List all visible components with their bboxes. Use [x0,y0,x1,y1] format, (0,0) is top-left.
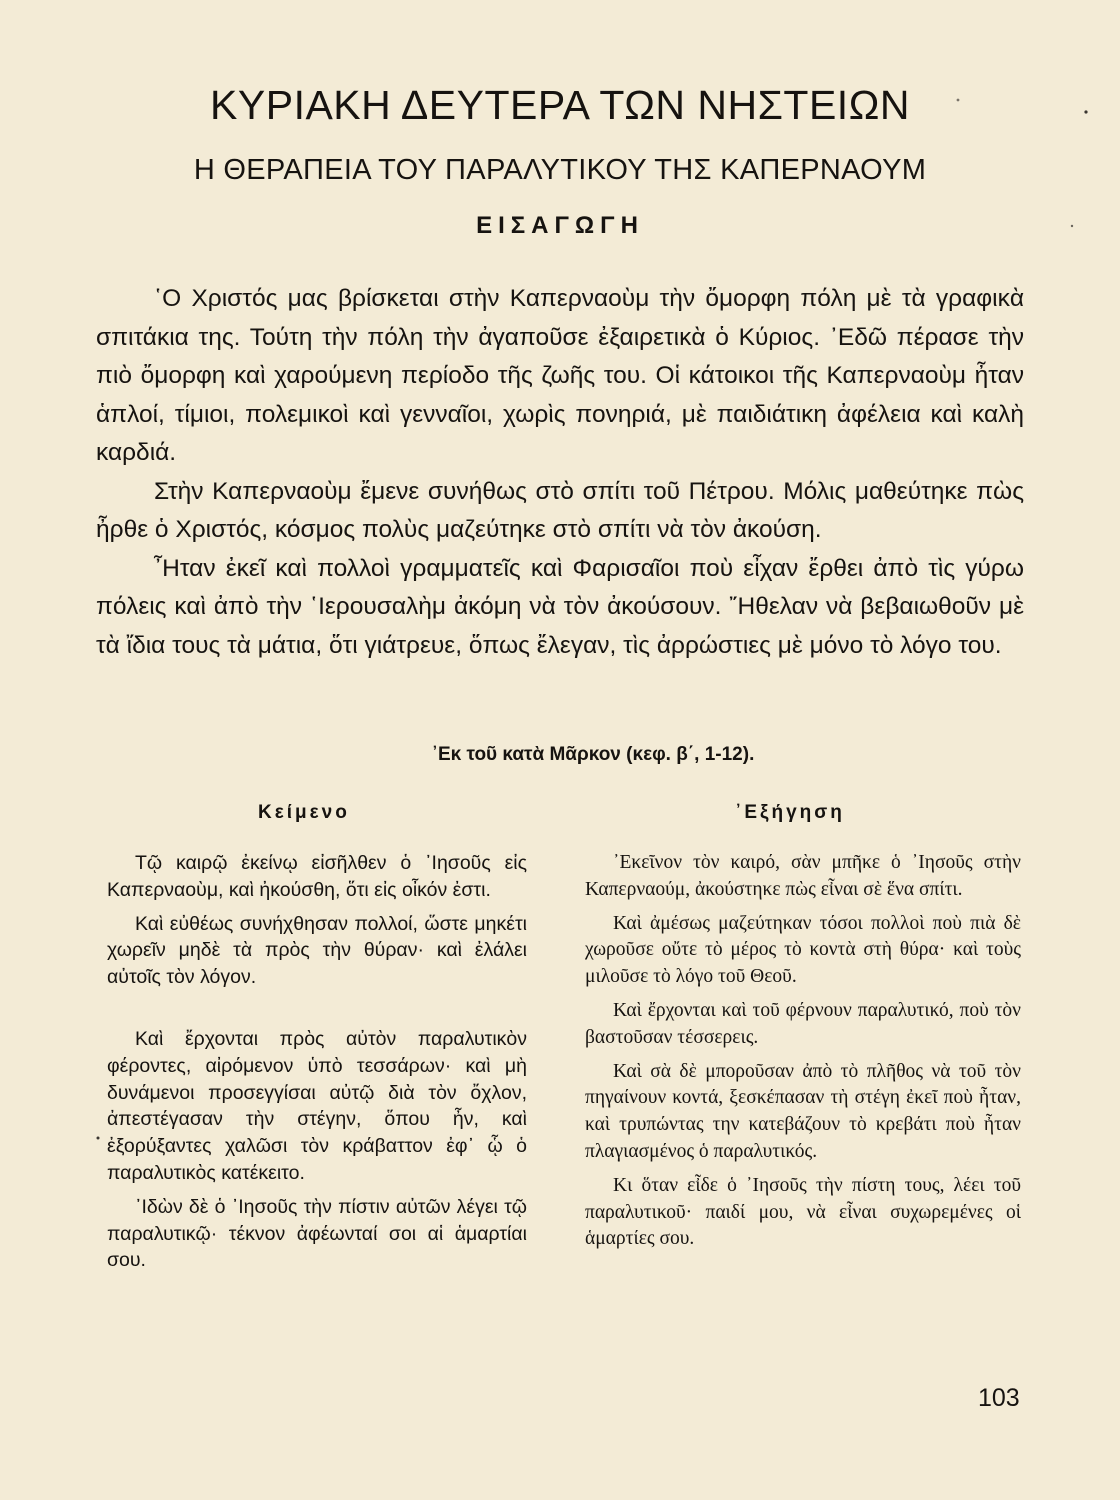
intro-paragraph: ῾Ο Χριστός μας βρίσκεται στὴν Καπερναοὺμ τὴν ὄμορφη πόλη μὲ τὰ γραφικὰ σπιτάκια της. Τούτη τὴν πόλη τὴν ἀγαποῦσε ἐξαιρετικὰ ὁ Κύριος. ᾿Εδῶ πέρασε τὴν πιὸ ὄμορφη καὶ χαρούμενη περίοδο τῆς ζωῆς του. Οἱ κάτοικοι τῆς Καπερναοὺμ ἦταν ἁπλοί, τίμιοι, πολεμικοὶ καὶ γενναῖοι, χωρὶς πονηριά, μὲ παιδιάτικη ἀφέλεια καὶ καλὴ καρδιά. [96,285,1024,466]
page-subtitle: Η ΘΕΡΑΠΕΙΑ ΤΟΥ ΠΑΡΑΛΥΤΙΚΟΥ ΤΗΣ ΚΑΠΕΡΝΑΟΥΜ [193,154,927,186]
explanation-paragraph: Καὶ ἀμέσως μαζεύτηκαν τόσοι πολλοὶ ποὺ πιὰ δὲ χωροῦσε οὔτε τὸ μέρος τὸ κοντὰ στὴ θύρα· καὶ τοὺς μιλοῦσε τὸ λόγο τοῦ Θεοῦ. [585,912,1021,988]
page-number: 103 [978,1384,1020,1412]
ink-speck [1071,225,1073,227]
ink-speck [1084,110,1087,113]
page-title: ΚΥΡΙΑΚΗ ΔΕΥΤΕΡΑ ΤΩΝ ΝΗΣΤΕΙΩΝ [210,82,910,128]
explanation-paragraph: Καὶ σὰ δὲ μποροῦσαν ἀπὸ τὸ πλῆθος νὰ τοῦ τὸν πηγαίνουν κοντά, ξεσκέπασαν τὴ στέγη ἐκεῖ ποὺ ἦταν, καὶ τρυπώντας την κατεβάζουν τὸ κρεβάτι ποὺ ἦταν πλαγιασμένος ὁ παραλυτικός. [585,1060,1021,1162]
original-text-paragraph: Τῷ καιρῷ ἐκείνῳ εἰσῆλθεν ὁ ᾿Ιησοῦς εἰς Καπερναοὺμ, καὶ ἠκούσθη, ὅτι εἰς οἶκόν ἐστι. [107,852,527,901]
original-text-paragraph: Καὶ εὐθέως συνήχθησαν πολλοί, ὥστε μηκέτι χωρεῖν μηδὲ τὰ πρὸς τὴν θύραν· καὶ ἐλάλει αὐτοῖς τὸν λόγον. [107,912,527,989]
section-heading: ΕΙΣΑΓΩΓΗ [476,212,644,239]
intro-paragraph: ῏Ηταν ἐκεῖ καὶ πολλοὶ γραμματεῖς καὶ Φαρισαῖοι ποὺ εἶχαν ἔρθει ἀπὸ τὶς γύρω πόλεις καὶ ἀπὸ τὴν ῾Ιερουσαλὴμ ἀκόμη νὰ τὸν ἀκούσουν. ῎Ηθελαν νὰ βεβαιωθοῦν μὲ τὰ ἴδια τους τὰ μάτια, ὅτι γιάτρευε, ὅπως ἔλεγαν, τὶς ἀρρώστιες μὲ μόνο τὸ λόγο του. [96,554,1024,659]
original-text-paragraph: ᾿Ιδὼν δὲ ὁ ᾿Ιησοῦς τὴν πίστιν αὐτῶν λέγει τῷ παραλυτικῷ· τέκνον ἀφέωνταί σοι αἱ ἁμαρτίαι σου. [107,1195,527,1272]
original-text-paragraph: Καὶ ἔρχονται πρὸς αὐτὸν παραλυτικὸν φέροντες, αἰρόμενον ὑπὸ τεσσάρων· καὶ μὴ δυνάμενοι προσεγγίσαι αὐτῷ διὰ τὸν ὄχλον, ἀπεστέγασαν τὴν στέγην, ὅπου ἦν, καὶ ἐξορύξαντες χαλῶσι τὸν κράβαττον ἐφ᾿ ᾧ ὁ παραλυτικὸς κατέκειτο. [107,1027,527,1184]
intro-paragraph: Στὴν Καπερναοὺμ ἔμενε συνήθως στὸ σπίτι τοῦ Πέτρου. Μόλις μαθεύτηκε πὼς ἦρθε ὁ Χριστός, κόσμος πολὺς μαζεύτηκε στὸ σπίτι νὰ τὸν ἀκούση. [96,477,1024,543]
explanation-paragraph: ᾿Εκεῖνον τὸν καιρό, σὰν μπῆκε ὁ ᾿Ιησοῦς στὴν Καπερναούμ, ἀκούστηκε πὼς εἶναι σὲ ἕνα σπίτι. [585,852,1021,900]
explanation-paragraph: Καὶ ἔρχονται καὶ τοῦ φέρνουν παραλυτικό, ποὺ τὸν βαστοῦσαν τέσσερεις. [585,999,1021,1048]
original-text-heading: Κείμενο [258,802,350,823]
explanation-paragraph: Κι ὅταν εἶδε ὁ ᾿Ιησοῦς τὴν πίστη τους, λέει τοῦ παραλυτικοῦ· παιδί μου, νὰ εἶναι συχωρεμένες οἱ ἁμαρτίες σου. [585,1174,1021,1250]
source-reference: ᾿Εκ τοῦ κατὰ Μᾶρκον (κεφ. β΄, 1-12). [431,744,755,765]
ink-speck [97,1137,100,1140]
explanation-heading: ᾿Εξήγηση [735,802,845,823]
ink-speck [957,99,960,102]
